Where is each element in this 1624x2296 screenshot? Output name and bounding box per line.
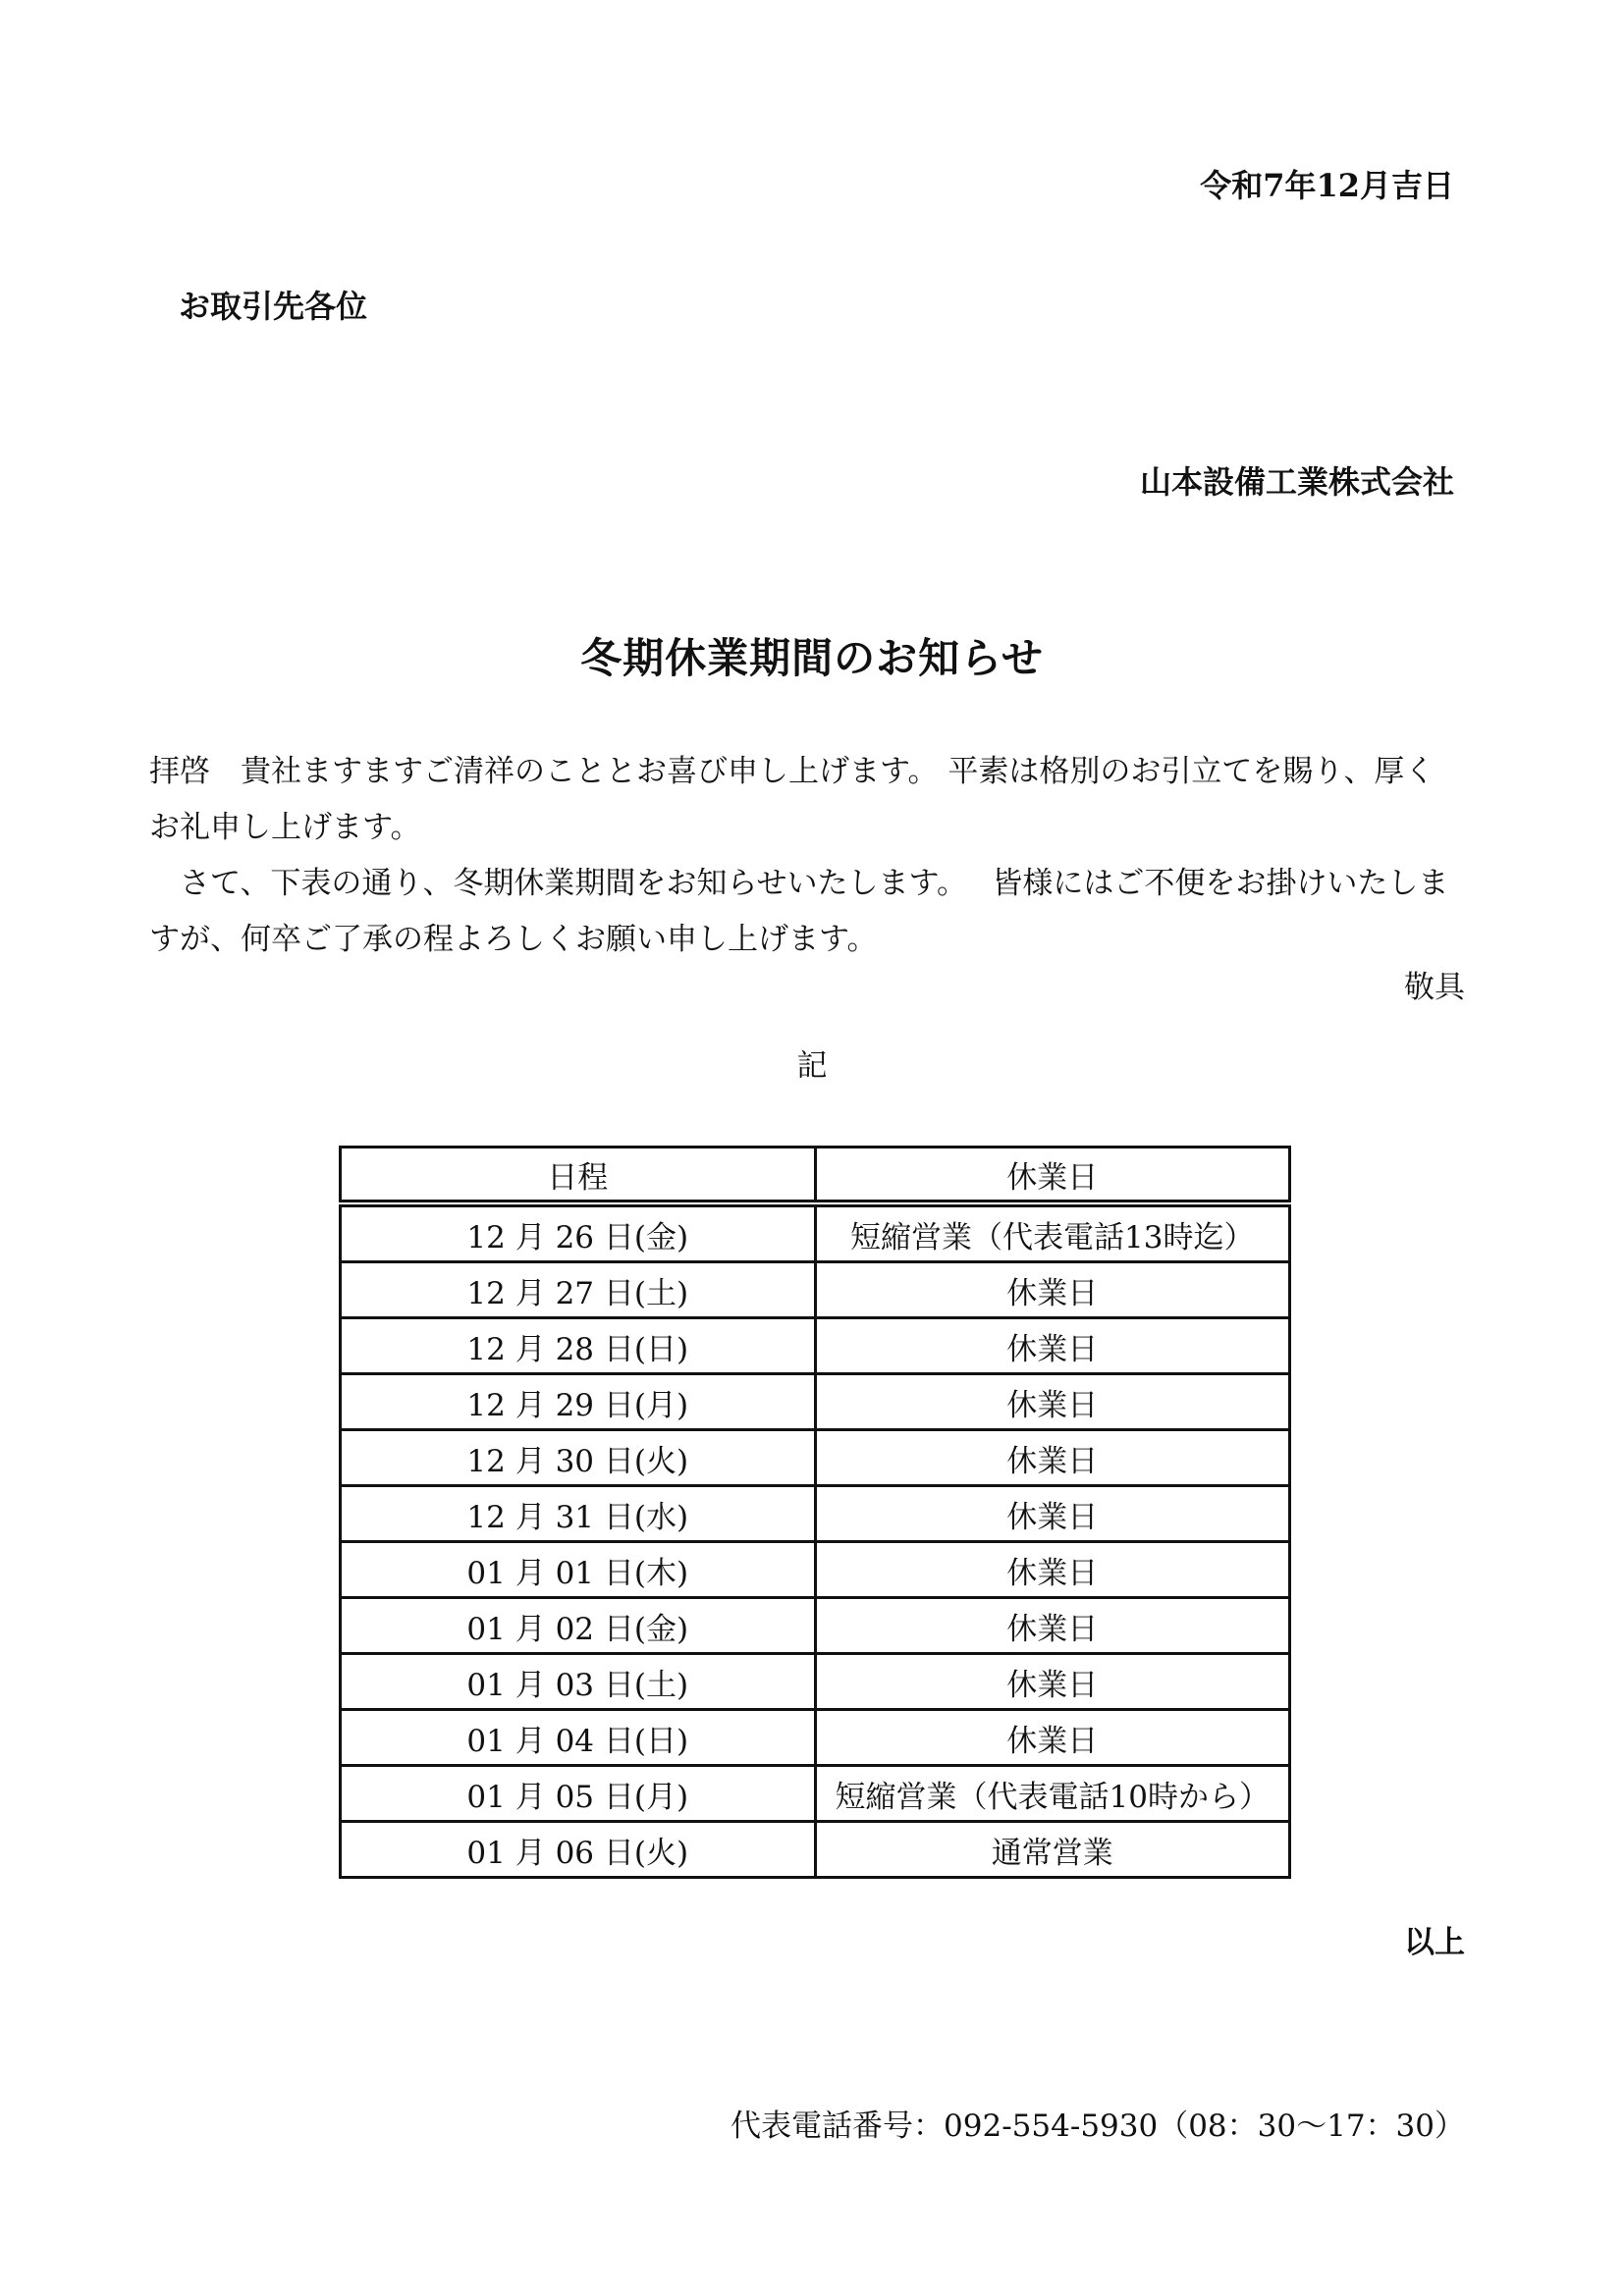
- representative-phone: 代表電話番号：092-554-5930（08：30～17：30）: [731, 2109, 1465, 2144]
- column-header-schedule: 日程: [341, 1148, 816, 1204]
- table-row: [341, 1203, 1290, 1262]
- table-row: [341, 1598, 1290, 1654]
- cell-date: 01 月 04 日(日): [341, 1710, 816, 1766]
- body-text: [149, 744, 1465, 968]
- cell-status: 休業日: [815, 1710, 1290, 1766]
- cell-date: 12 月 31 日(水): [341, 1486, 816, 1542]
- cell-status: 休業日: [815, 1486, 1290, 1542]
- body-paragraph-notice: さて、下表の通り、冬期休業期間をお知らせいたします。 皆様にはご不便をお掛けいたしますが、何卒ご了承の程よろしくお願い申し上げます。: [149, 866, 1449, 957]
- cell-date: 01 月 02 日(金): [341, 1598, 816, 1654]
- table-row: [341, 1542, 1290, 1598]
- cell-date: 12 月 29 日(月): [341, 1374, 816, 1430]
- table-row: [341, 1822, 1290, 1878]
- table-row: [341, 1654, 1290, 1710]
- table-header-row: [341, 1148, 1290, 1204]
- cell-status: 休業日: [815, 1374, 1290, 1430]
- recipient: お取引先各位: [179, 288, 368, 325]
- cell-date: 01 月 01 日(木): [341, 1542, 816, 1598]
- cell-status: 短縮営業（代表電話10時から）: [815, 1766, 1290, 1822]
- cell-status: 休業日: [815, 1430, 1290, 1486]
- cell-date: 12 月 27 日(土): [341, 1262, 816, 1318]
- column-header-holiday: 休業日: [815, 1148, 1290, 1204]
- cell-status: 通常営業: [815, 1822, 1290, 1878]
- cell-date: 01 月 06 日(火): [341, 1822, 816, 1878]
- cell-status: 短縮営業（代表電話13時迄）: [815, 1203, 1290, 1262]
- cell-status: 休業日: [815, 1262, 1290, 1318]
- table-row: [341, 1486, 1290, 1542]
- table-row: [341, 1262, 1290, 1318]
- cell-date: 12 月 26 日(金): [341, 1203, 816, 1262]
- table-row: [341, 1374, 1290, 1430]
- table-row: [341, 1318, 1290, 1374]
- cell-status: 休業日: [815, 1318, 1290, 1374]
- holiday-schedule-table: [339, 1146, 1291, 1879]
- cell-date: 01 月 05 日(月): [341, 1766, 816, 1822]
- cell-status: 休業日: [815, 1542, 1290, 1598]
- sender-company: 山本設備工業株式会社: [1139, 463, 1454, 501]
- cell-date: 12 月 30 日(火): [341, 1430, 816, 1486]
- closing-keigu: 敬具: [1404, 970, 1465, 1005]
- table-row: [341, 1430, 1290, 1486]
- ki-heading: 記: [796, 1048, 828, 1084]
- end-mark-ijou: 以上: [1404, 1925, 1465, 1960]
- cell-date: 12 月 28 日(日): [341, 1318, 816, 1374]
- document-title: 冬期休業期間のお知らせ: [580, 634, 1044, 682]
- cell-status: 休業日: [815, 1654, 1290, 1710]
- body-paragraph-greeting: 拝啓 貴社ますますご清祥のこととお喜び申し上げます。 平素は格別のお引立てを賜り、厚くお礼申し上げます。: [149, 754, 1435, 845]
- cell-status: 休業日: [815, 1598, 1290, 1654]
- table-row: [341, 1766, 1290, 1822]
- document-date: 令和7年12月吉日: [1200, 167, 1454, 204]
- cell-date: 01 月 03 日(土): [341, 1654, 816, 1710]
- table-row: [341, 1710, 1290, 1766]
